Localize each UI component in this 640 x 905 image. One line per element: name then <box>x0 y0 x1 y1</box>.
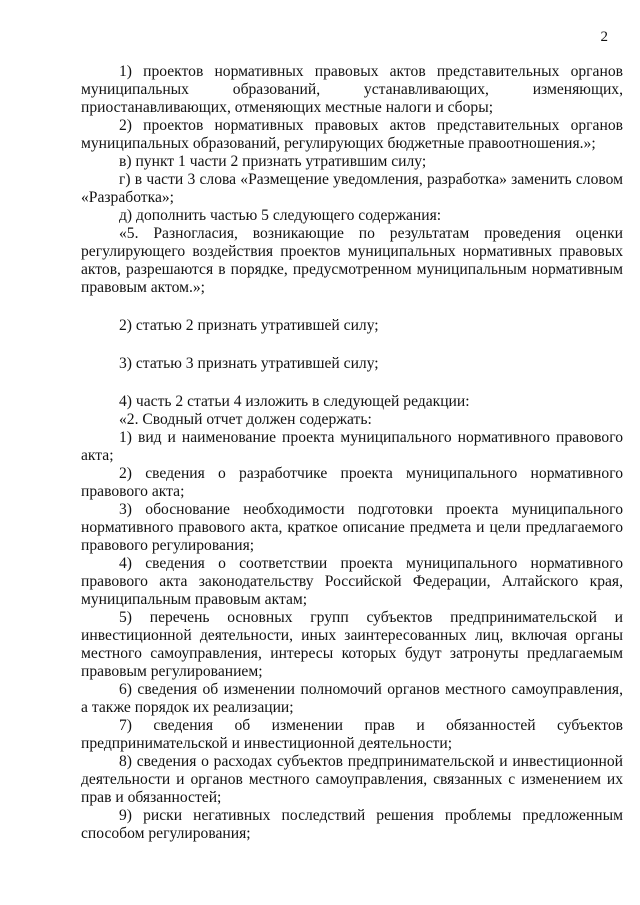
report-item-4: 4) сведения о соответствии проекта муниципального нормативного правового акта законодательству Российской Федерации, Алтайского края, муниципальным правовым актам; <box>81 555 623 608</box>
list-item-projects-taxes: 1) проектов нормативных правовых актов представительных органов муниципальных образований, устанавливающих, изменяющих, приостанавливающих, отменяющих местные налоги и сборы; <box>81 63 623 116</box>
amendment-item-v: в) пункт 1 части 2 признать утратившим силу; <box>119 153 427 170</box>
report-item-5: 5) перечень основных групп субъектов предпринимательской и инвестиционной деятельности, иных заинтересованных лиц, включая органы местного самоуправления, интересы которых будут затронуты предлагаемым правовым регулированием; <box>81 609 623 680</box>
amendment-item-g: г) в части 3 слова «Размещение уведомления, разработка» заменить словом «Разработка»; <box>81 171 623 206</box>
document-body <box>81 63 623 843</box>
part-5-text: «5. Разногласия, возникающие по результатам проведения оценки регулирующего воздействия проектов муниципальных нормативных правовых актов, разрешаются в порядке, предусмотренном муниципальным нормативным правовым актом.»; <box>81 225 623 296</box>
amendment-item-d: д) дополнить частью 5 следующего содержания: <box>119 207 442 224</box>
amendment-article-2: 2) статью 2 признать утратившей силу; <box>119 317 379 334</box>
list-item-projects-budget: 2) проектов нормативных правовых актов представительных органов муниципальных образований, регулирующих бюджетные правоотношения.»; <box>81 117 623 152</box>
report-item-2: 2) сведения о разработчике проекта муниципального нормативного правового акта; <box>81 465 623 500</box>
report-item-7: 7) сведения об изменении прав и обязанностей субъектов предпринимательской и инвестиционной деятельности; <box>81 717 623 752</box>
report-item-6: 6) сведения об изменении полномочий органов местного самоуправления, а также порядок их реализации; <box>81 681 623 716</box>
amendment-article-4: 4) часть 2 статьи 4 изложить в следующей редакции: <box>119 393 470 410</box>
report-item-3: 3) обоснование необходимости подготовки проекта муниципального нормативного правового акта, краткое описание предмета и цели предлагаемого правового регулирования; <box>81 501 623 554</box>
amendment-article-3: 3) статью 3 признать утратившей силу; <box>119 355 379 372</box>
report-item-9: 9) риски негативных последствий решения проблемы предложенным способом регулирования; <box>81 807 623 842</box>
report-item-8: 8) сведения о расходах субъектов предпринимательской и инвестиционной деятельности и органов местного самоуправления, связанных с изменением их прав и обязанностей; <box>81 753 623 806</box>
report-item-1: 1) вид и наименование проекта муниципального нормативного правового акта; <box>81 429 623 464</box>
page-number: 2 <box>600 29 608 45</box>
summary-report-heading: «2. Сводный отчет должен содержать: <box>119 411 372 428</box>
